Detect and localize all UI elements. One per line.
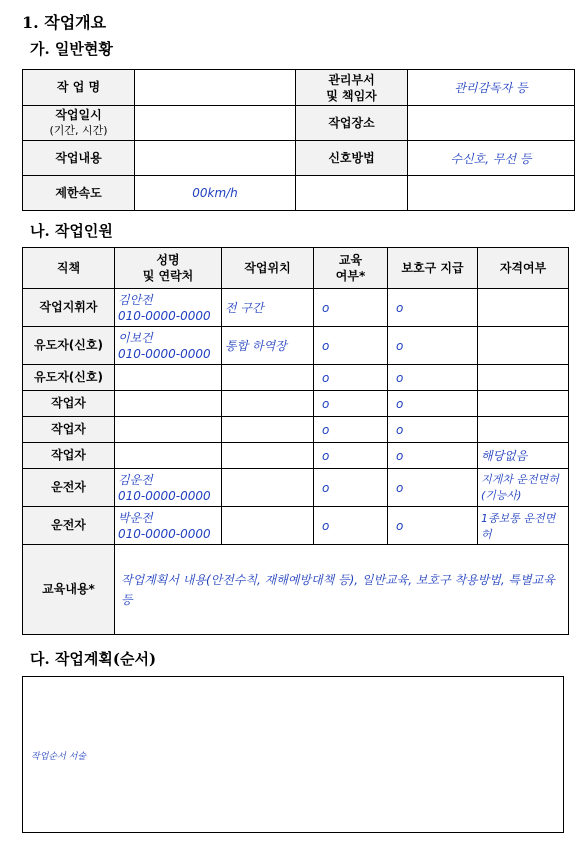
row-role: 작업자 [23, 443, 115, 469]
table-row [23, 507, 569, 545]
place-label: 작업장소 [296, 106, 408, 141]
dept-label: 관리부서 및 책임자 [296, 70, 408, 106]
row-edu[interactable]: o [314, 365, 388, 391]
table-row [23, 365, 569, 391]
personnel-table [22, 247, 569, 635]
speed-value[interactable]: 00km/h [135, 176, 296, 211]
row-role: 유도자(신호) [23, 365, 115, 391]
row-location[interactable] [222, 507, 314, 545]
row-name[interactable]: 이보건 010-0000-0000 [115, 327, 222, 365]
header-name: 성명 및 연락처 [115, 248, 222, 289]
row-qual[interactable]: 1종보통 운전면허 [478, 507, 569, 545]
row-qual[interactable]: 해당없음 [478, 443, 569, 469]
row-role: 작업지휘자 [23, 289, 115, 327]
dept-value[interactable]: 관리감독자 등 [408, 70, 575, 106]
row-gear[interactable]: o [388, 289, 478, 327]
date-value[interactable] [135, 106, 296, 141]
table-row [23, 289, 569, 327]
row-name[interactable]: 박운전 010-0000-0000 [115, 507, 222, 545]
row-edu[interactable]: o [314, 391, 388, 417]
table-row [23, 327, 569, 365]
header-gear: 보호구 지급 [388, 248, 478, 289]
work-plan-box[interactable] [22, 676, 564, 833]
table-row [23, 391, 569, 417]
header-qual: 자격여부 [478, 248, 569, 289]
row-location[interactable] [222, 469, 314, 507]
row-location[interactable]: 통합 하역장 [222, 327, 314, 365]
empty-cell [408, 176, 575, 211]
general-info-table [22, 69, 575, 211]
place-value[interactable] [408, 106, 575, 141]
row-role: 운전자 [23, 507, 115, 545]
row-gear[interactable]: o [388, 391, 478, 417]
row-edu[interactable]: o [314, 507, 388, 545]
row-qual[interactable]: 지게차 운전면허 (기능사) [478, 469, 569, 507]
row-role: 운전자 [23, 469, 115, 507]
row-qual[interactable] [478, 391, 569, 417]
row-edu[interactable]: o [314, 469, 388, 507]
signal-label: 신호방법 [296, 141, 408, 176]
row-location[interactable] [222, 365, 314, 391]
row-qual[interactable] [478, 417, 569, 443]
row-name[interactable] [115, 391, 222, 417]
edu-content-label: 교육내용* [23, 545, 115, 635]
row-gear[interactable]: o [388, 469, 478, 507]
work-plan-placeholder: 작업순서 서술 [31, 752, 87, 762]
row-gear[interactable]: o [388, 327, 478, 365]
row-role: 작업자 [23, 417, 115, 443]
row-name[interactable]: 김운전 010-0000-0000 [115, 469, 222, 507]
row-location[interactable] [222, 417, 314, 443]
date-label: 작업일시 (기간, 시간) [23, 106, 135, 141]
content-value[interactable] [135, 141, 296, 176]
empty-cell [296, 176, 408, 211]
row-role: 작업자 [23, 391, 115, 417]
row-qual[interactable] [478, 289, 569, 327]
signal-value[interactable]: 수신호, 무선 등 [408, 141, 575, 176]
row-name[interactable] [115, 443, 222, 469]
row-gear[interactable]: o [388, 507, 478, 545]
row-edu[interactable]: o [314, 327, 388, 365]
row-qual[interactable] [478, 365, 569, 391]
row-location[interactable] [222, 391, 314, 417]
row-gear[interactable]: o [388, 365, 478, 391]
row-gear[interactable]: o [388, 417, 478, 443]
row-role: 유도자(신호) [23, 327, 115, 365]
row-gear[interactable]: o [388, 443, 478, 469]
row-location[interactable]: 전 구간 [222, 289, 314, 327]
row-edu[interactable]: o [314, 417, 388, 443]
section-personnel-title: 나. 작업인원 [30, 222, 113, 240]
section-plan-title: 다. 작업계획(순서) [30, 650, 157, 668]
header-location: 작업위치 [222, 248, 314, 289]
section-overview-title: 1. 작업개요 [22, 13, 107, 32]
row-name[interactable] [115, 365, 222, 391]
row-edu[interactable]: o [314, 443, 388, 469]
table-row [23, 443, 569, 469]
header-role: 직책 [23, 248, 115, 289]
row-name[interactable]: 김안전 010-0000-0000 [115, 289, 222, 327]
work-name-value[interactable] [135, 70, 296, 106]
speed-label: 제한속도 [23, 176, 135, 211]
row-location[interactable] [222, 443, 314, 469]
row-edu[interactable]: o [314, 289, 388, 327]
header-edu: 교육 여부* [314, 248, 388, 289]
section-general-title: 가. 일반현황 [30, 40, 113, 58]
table-row [23, 417, 569, 443]
row-name[interactable] [115, 417, 222, 443]
table-row [23, 469, 569, 507]
edu-content-value[interactable]: 작업계획서 내용(안전수칙, 재해예방대책 등), 일반교육, 보호구 착용방법, 특별교육 등 [115, 545, 569, 635]
row-qual[interactable] [478, 327, 569, 365]
content-label: 작업내용 [23, 141, 135, 176]
work-name-label: 작 업 명 [23, 70, 135, 106]
